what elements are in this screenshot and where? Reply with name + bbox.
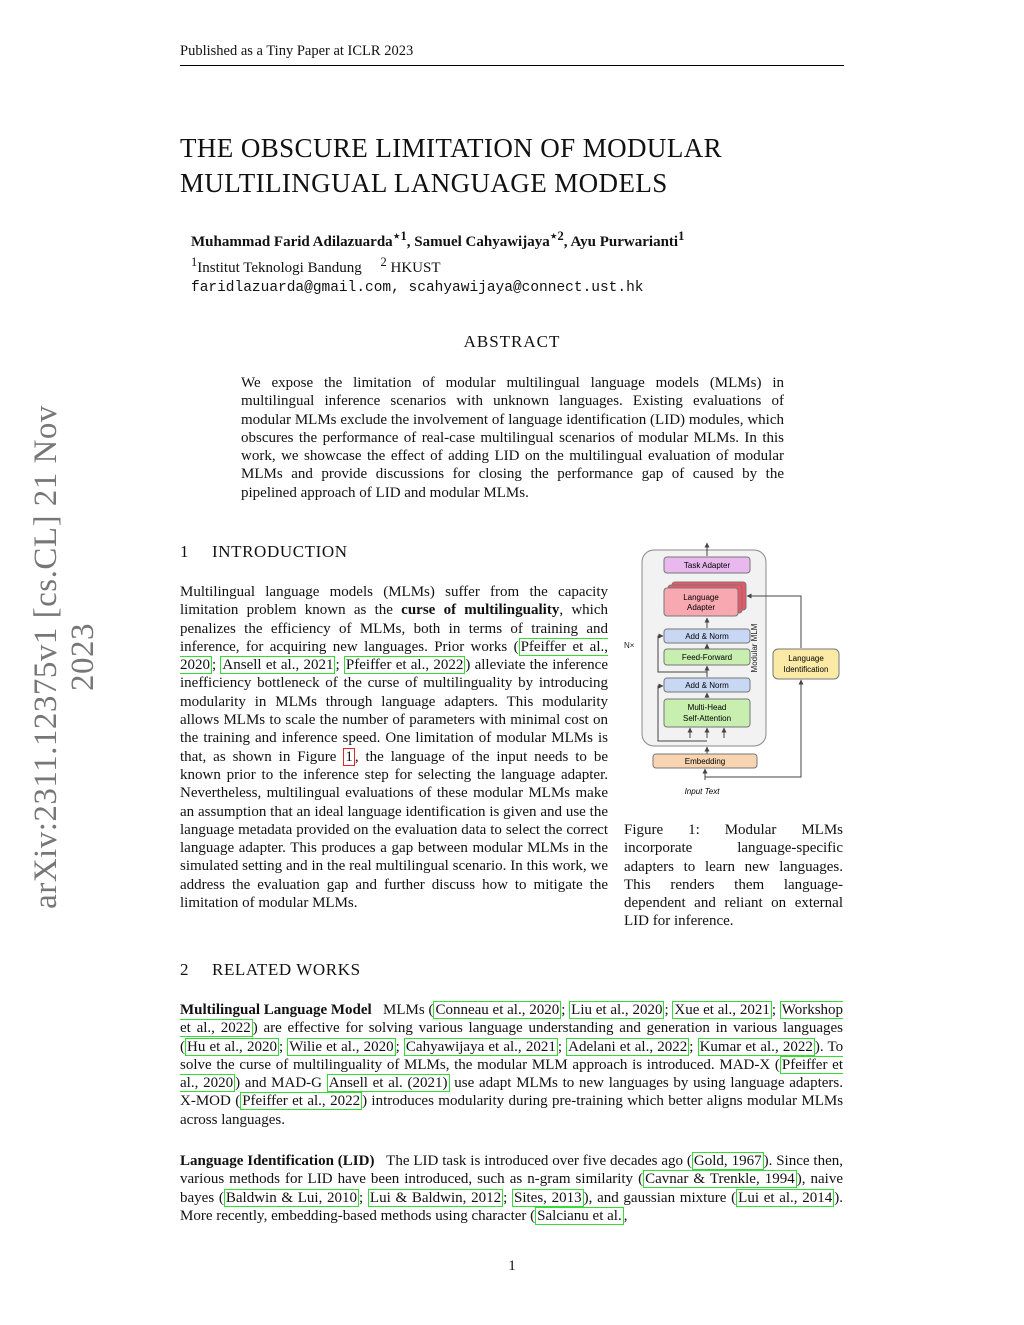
arxiv-stamp: arXiv:2311.12375v1 [cs.CL] 21 Nov 2023 — [28, 405, 101, 909]
header-rule — [180, 65, 844, 66]
citation[interactable]: Sites, 2013 — [513, 1189, 582, 1206]
abstract-heading: ABSTRACT — [463, 332, 561, 351]
add-norm-label-1: Add & Norm — [685, 632, 729, 641]
citation[interactable]: Cahyawijaya et al., 2021 — [405, 1038, 556, 1055]
feed-forward-label: Feed-Forward — [681, 653, 733, 662]
citation[interactable]: Baldwin & Lui, 2010 — [225, 1189, 358, 1206]
modular-mlm-label: Modular MLM — [750, 623, 759, 673]
author-emails[interactable]: faridlazuarda@gmail.com, scahyawijaya@connect.ust.hk — [191, 280, 644, 296]
figure-1-diagram — [620, 540, 844, 800]
citation[interactable]: Liu et al., 2020 — [571, 1002, 663, 1018]
title-line-2: MULTILINGUAL LANGUAGE MODELS — [180, 168, 668, 198]
self-attention-label-2: Self-Attention — [682, 714, 732, 723]
citation[interactable]: Pfeiffer et al., 2022 — [242, 1093, 361, 1110]
citation[interactable]: Adelani et al., 2022 — [568, 1038, 688, 1055]
citation[interactable]: Wilie et al., 2020 — [289, 1038, 394, 1055]
n-times-label: N× — [624, 641, 635, 650]
abstract-text: We expose the limitation of modular multilingual language models (MLMs) in multilingual inference scenarios with unknown languages. Existing evaluations of modular MLMs exclude the involvement of language identification (LID) modules, which obscures the performance of real-case multilingual scenarios of modular MLMs. In this work, we showcase the effect of adding LID on the multilingual evaluation of modular MLMs and provide discussions for closing the performance gap of caused by the pipelined approach of LID and modular MLMs. — [241, 375, 784, 501]
add-norm-label-2: Add & Norm — [685, 681, 729, 690]
affiliations: $^1$Institut Teknologi Bandung $^2$ HKUST — [191, 255, 441, 276]
figure-1-caption: Figure 1: Modular MLMs incorporate language-specific adapters to learn new languages. This renders them language-dependent and reliant on external LID for inference. — [624, 822, 843, 930]
self-attention-label-1: Multi-Head — [687, 703, 727, 712]
citation[interactable]: Pfeiffer et al., 2020 — [180, 1056, 843, 1092]
paper-title — [180, 131, 722, 201]
task-adapter-label: Task Adapter — [683, 561, 731, 570]
embedding-label: Embedding — [684, 757, 726, 766]
citation[interactable]: Lui & Baldwin, 2012 — [369, 1189, 502, 1206]
related-works-paragraph-1: Multilingual Language Model MLMs ( Conneau et al., 2020 ; Liu et al., 2020 ; Xue et al., 2021 ; Workshop et al., 2022 ) are effective for solving various language understanding and generation in various languages ( Hu et al., 2020 ; Wilie et al., 2020 ; Cahyawijaya et al., 2021 ; Adelani et al., 2022 ; Kumar et al., 2022 ). To solve the curse of multilinguality of MLMs, the modular MLM approach is introduced. MAD-X ( Pfeiffer et al., 2020 ) and MAD-G Ansell et al. (2021) use adapt MLMs to new languages by using language adapters. X-MOD ( Pfeiffer et al., 2022 ) introduces modularity during pre-training which better aligns modular MLMs across languages. — [180, 1002, 844, 1128]
introduction-text: Multilingual language models (MLMs) suffer from the capacity limitation problem known as the curse of multilinguality, which penalizes the efficiency of MLMs, both in terms of training and inference, for acquiring new languages. Prior works ( Pfeiffer et al., 2020 ; Ansell et al., 2021 ; Pfeiffer et al., 2022 ) alleviate the inference inefficiency bottleneck of the curse of multilinguality by introducing modularity in MLMs through language adapters. This modularity allows MLMs to scale the number of parameters with minimal cost on the training and inference speed. One limitation of modular MLMs is that, as shown in Figure 1 , the language of the input needs to be known prior to the inference step for selecting the language adapter. Nevertheless, multilingual evaluations of these modular MLMs make an assumption that an ideal language identification is given and use the language metadata provided on the evaluation data to select the correct language adapter. This produces a gap between modular MLMs in the simulated setting and in the real multilingual scenario. In this work, we address the evaluation gap and further discuss how to mitigate the limitation of modular MLMs. — [180, 584, 609, 912]
citation[interactable]: Pfeiffer et al., 2022 — [345, 657, 464, 674]
citation[interactable]: Pfeiffer et al., 2020 — [180, 638, 609, 674]
citation[interactable]: Salcianu et al. — [537, 1207, 622, 1224]
citation[interactable]: Workshop et al., 2022 — [180, 1002, 844, 1037]
page-number: 1 — [508, 1258, 516, 1274]
citation[interactable]: Hu et al., 2020 — [187, 1038, 277, 1055]
author-block — [191, 226, 684, 298]
citation[interactable]: Conneau et al., 2020 — [435, 1002, 560, 1018]
author-names: Muhammad Farid Adilazuarda$^{⋆1}$, Samuel Cahyawijaya$^{⋆2}$, Ayu Purwarianti$^1$ — [191, 229, 685, 250]
figure-reference[interactable]: 1 — [345, 748, 353, 765]
citation[interactable]: Kumar et al., 2022 — [699, 1038, 813, 1055]
citation[interactable]: Gold, 1967 — [693, 1153, 762, 1169]
input-text-label: Input Text — [684, 787, 720, 796]
language-adapter-label-1: Language — [683, 593, 719, 602]
citation[interactable]: Ansell et al., 2021 — [222, 657, 334, 674]
citation[interactable]: Xue et al., 2021 — [674, 1002, 770, 1018]
paragraph-title: Language Identification (LID) — [180, 1153, 375, 1169]
section-1-heading: 1 INTRODUCTION — [180, 542, 348, 561]
related-works-paragraph-2: Language Identification (LID) The LID task is introduced over five decades ago ( Gold, 1967 ). Since then, various methods for LID have been introduced, such as n-gram similarity ( Cavnar & Trenkle, 1994 ), naive bayes ( Baldwin & Lui, 2010 ; Lui & Baldwin, 2012 ; Sites, 2013 ), and gaussian mixture ( Lui et al., 2014 ). More recently, embedding-based methods using character ( Salcianu et al. , — [180, 1153, 844, 1224]
lid-label-1: Language — [788, 654, 824, 663]
citation[interactable]: Lui et al., 2014 — [738, 1189, 833, 1206]
language-adapter-label-2: Adapter — [686, 603, 716, 612]
lid-label-2: Identification — [783, 665, 829, 674]
running-header: Published as a Tiny Paper at ICLR 2023 — [180, 43, 414, 59]
section-2-heading: 2 RELATED WORKS — [180, 960, 361, 979]
citation[interactable]: Cavnar & Trenkle, 1994 — [645, 1171, 795, 1188]
citation[interactable]: Ansell et al. (2021) — [328, 1075, 448, 1092]
paragraph-title: Multilingual Language Model — [180, 1002, 372, 1018]
title-line-1: THE OBSCURE LIMITATION OF MODULAR — [180, 133, 723, 163]
